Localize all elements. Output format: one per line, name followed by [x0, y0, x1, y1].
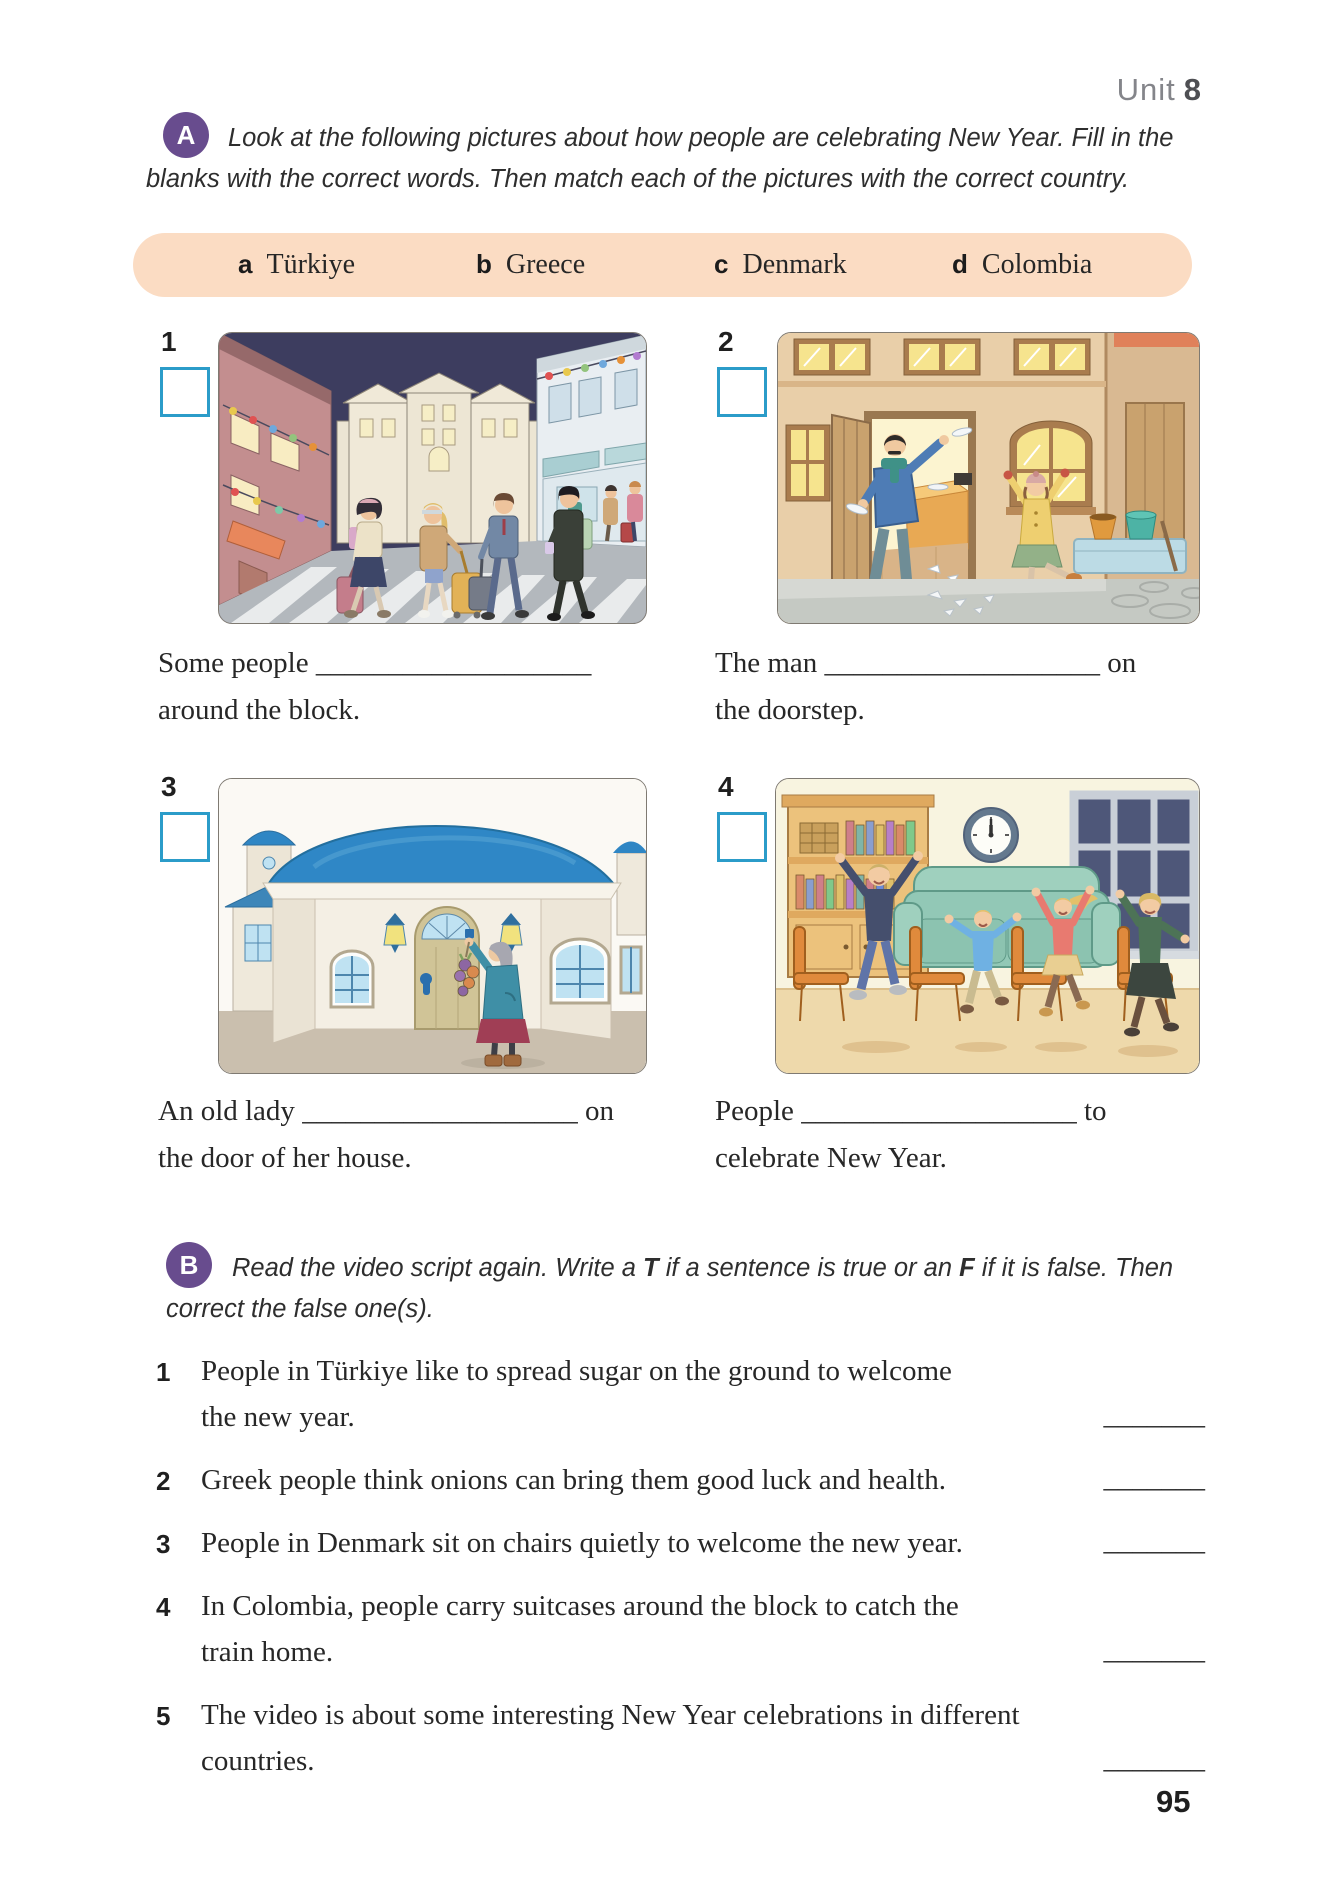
caption-line2: celebrate New Year.	[715, 1142, 947, 1174]
option-label: Denmark	[742, 249, 847, 280]
section-a-header	[133, 110, 1223, 210]
caption-blank[interactable]: ___________________	[824, 647, 1101, 679]
tf-item-3	[133, 1520, 1205, 1566]
picture-block-1	[133, 328, 653, 628]
instruction-text: if it is false. Then	[974, 1254, 1174, 1282]
tf-answer-blank-5[interactable]: _______	[1103, 1743, 1205, 1775]
instruction-bold-F: F	[959, 1254, 975, 1282]
tf-answer-blank-4[interactable]: _______	[1103, 1634, 1205, 1666]
caption-picture-4	[715, 1088, 1107, 1182]
picture-3-number: 3	[161, 771, 177, 802]
tf-item-1	[133, 1348, 1205, 1440]
item-number: 1	[156, 1357, 171, 1387]
caption-text: on	[577, 1095, 614, 1127]
caption-blank[interactable]: ___________________	[801, 1095, 1077, 1127]
option-letter: a	[238, 249, 253, 279]
item-number: 5	[156, 1701, 171, 1731]
section-b-instruction-line2: correct the false one(s).	[166, 1295, 434, 1323]
caption-blank[interactable]: ___________________	[302, 1095, 578, 1127]
country-options-bar	[133, 233, 1192, 297]
caption-text: An old lady	[158, 1095, 303, 1127]
caption-picture-2	[715, 640, 1136, 734]
caption-text: Some people	[158, 647, 316, 679]
picture-block-2	[690, 328, 1210, 628]
picture-3-answer-box[interactable]	[160, 812, 210, 862]
picture-4-illustration-family-jumping-off-chairs	[775, 778, 1200, 1074]
picture-1-answer-box[interactable]	[160, 367, 210, 417]
section-b-instruction-line1	[232, 1254, 1173, 1283]
option-d-colombia	[952, 249, 1190, 281]
picture-2-answer-box[interactable]	[717, 367, 767, 417]
item-number: 4	[156, 1592, 171, 1622]
tf-item-2	[133, 1457, 1205, 1503]
item-text-line1: The video is about some interesting New Year celebrations in different	[201, 1699, 1020, 1731]
option-a-turkiye	[238, 249, 476, 281]
item-text-line1: In Colombia, people carry suitcases around the block to catch the	[201, 1590, 959, 1622]
section-b	[133, 1242, 1205, 1802]
true-false-list	[133, 1348, 1205, 1801]
tf-answer-blank-1[interactable]: _______	[1103, 1399, 1205, 1431]
item-text-line1: Greek people think onions can bring them good luck and health.	[201, 1464, 946, 1496]
caption-text: The man	[715, 647, 825, 679]
section-a-instruction-line2: blanks with the correct words. Then match each of the pictures with the correct country.	[146, 165, 1130, 193]
picture-4-answer-box[interactable]	[717, 812, 767, 862]
picture-3-illustration-lady-hanging-onions	[218, 778, 647, 1074]
item-text-line1: People in Denmark sit on chairs quietly to welcome the new year.	[201, 1527, 963, 1559]
picture-block-4	[690, 773, 1210, 1083]
unit-label: Unit	[1116, 72, 1176, 107]
option-letter: b	[476, 249, 492, 279]
picture-2-number: 2	[718, 326, 734, 357]
picture-4-number: 4	[718, 771, 734, 802]
instruction-bold-T: T	[643, 1254, 659, 1282]
item-text-line2: countries.	[201, 1745, 315, 1777]
picture-1-number: 1	[161, 326, 177, 357]
caption-picture-3	[158, 1088, 614, 1182]
unit-header	[1117, 72, 1202, 108]
option-b-greece	[476, 249, 714, 281]
caption-text: to	[1076, 1095, 1107, 1127]
section-b-badge: B	[166, 1242, 212, 1288]
item-text-line2: train home.	[201, 1636, 334, 1668]
tf-answer-blank-3[interactable]: _______	[1103, 1525, 1205, 1557]
caption-line2: the doorstep.	[715, 694, 865, 726]
section-a-badge: A	[163, 112, 209, 158]
tf-item-5	[133, 1692, 1205, 1784]
item-number: 2	[156, 1466, 171, 1496]
section-a-instruction-line1: Look at the following pictures about how people are celebrating New Year. Fill in the	[228, 124, 1174, 152]
instruction-text: Read the video script again. Write a	[232, 1254, 644, 1282]
tf-answer-blank-2[interactable]: _______	[1103, 1462, 1205, 1494]
caption-picture-1	[158, 640, 591, 734]
item-number: 3	[156, 1529, 171, 1559]
item-text-line1: People in Türkiye like to spread sugar on the ground to welcome	[201, 1355, 952, 1387]
picture-block-3	[133, 773, 653, 1083]
unit-number: 8	[1183, 72, 1202, 107]
option-label: Colombia	[981, 249, 1093, 280]
tf-item-4	[133, 1583, 1205, 1675]
picture-1-illustration-travelers-crossing-street	[218, 332, 647, 624]
item-text-line2: the new year.	[201, 1401, 355, 1433]
option-letter: c	[714, 249, 729, 279]
option-label: Greece	[505, 249, 586, 280]
option-label: Türkiye	[266, 249, 356, 280]
caption-text: People	[715, 1095, 802, 1127]
caption-blank[interactable]: ___________________	[315, 647, 592, 679]
page-number: 95	[1156, 1784, 1191, 1819]
caption-line2: around the block.	[158, 694, 361, 726]
caption-text: on	[1100, 647, 1137, 679]
picture-2-illustration-man-breaking-plates	[777, 332, 1200, 624]
option-c-denmark	[714, 249, 952, 281]
instruction-text: if a sentence is true or an	[658, 1254, 960, 1282]
caption-line2: the door of her house.	[158, 1142, 412, 1174]
option-letter: d	[952, 249, 968, 279]
